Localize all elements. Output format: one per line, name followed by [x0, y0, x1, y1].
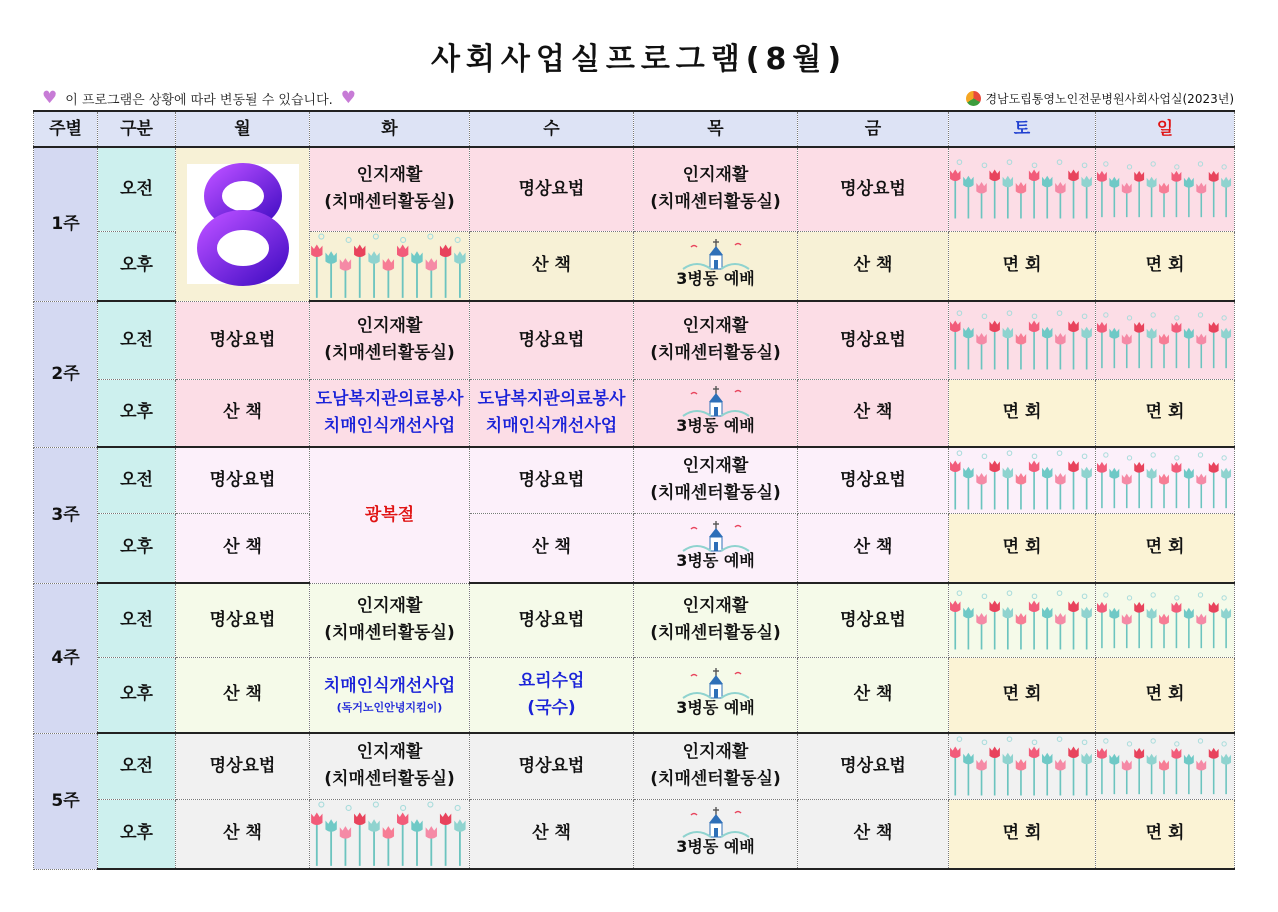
cognitive-place: (치매센터활동실): [324, 192, 455, 213]
tulip-flowers-icon: [1096, 147, 1235, 231]
cognitive-place: (치매센터활동실): [324, 343, 455, 364]
period-am: 오전: [98, 301, 176, 379]
walk-cell: 산 책: [798, 513, 949, 583]
worship-label: 3병동 예배: [676, 837, 755, 857]
tulip-flowers-icon: [1096, 301, 1235, 379]
walk-cell: 산 책: [470, 799, 634, 869]
cognitive-cell: [634, 301, 798, 379]
cognitive-title: 인지재활: [682, 456, 749, 477]
period-pm: 오후: [98, 513, 176, 583]
visit-cell: 면 회: [1096, 231, 1235, 301]
volunteer-cell: [470, 379, 634, 447]
cognitive-title: 인지재활: [356, 165, 423, 186]
tulip-flowers-icon: [949, 733, 1096, 799]
tulip-flowers-icon: [1096, 160, 1234, 219]
hospital-logo-icon: [966, 91, 981, 106]
cognitive-title: 인지재활: [356, 596, 423, 616]
cognitive-cell: [310, 147, 470, 231]
meditation-cell: 명상요법: [798, 301, 949, 379]
tulip-flowers-icon: [949, 449, 1095, 512]
tulip-flowers-icon: [1096, 451, 1234, 510]
week-label: 5주: [34, 733, 98, 869]
schedule-table: [33, 110, 1235, 870]
worship-cell: [634, 513, 798, 583]
organization: [966, 90, 1234, 107]
visit-cell: 면 회: [949, 799, 1096, 869]
meditation-cell: 명상요법: [798, 147, 949, 231]
tulip-flowers-icon: [949, 158, 1095, 221]
visit-cell: 면 회: [949, 657, 1096, 733]
visit-cell: 면 회: [1096, 379, 1235, 447]
cognitive-title: 인지재활: [682, 165, 749, 186]
tulip-flowers-icon: [310, 800, 469, 868]
visit-cell: 면 회: [1096, 513, 1235, 583]
tulip-flowers-icon: [1096, 733, 1235, 799]
meditation-cell: 명상요법: [176, 301, 310, 379]
cognitive-place: (치매센터활동실): [650, 769, 781, 790]
cooking-sub: (국수): [527, 697, 576, 718]
meditation-cell: 명상요법: [470, 447, 634, 513]
meditation-cell: 명상요법: [798, 583, 949, 657]
visit-cell: 면 회: [1096, 799, 1235, 869]
walk-cell: 산 책: [176, 657, 310, 733]
cognitive-cell: [634, 447, 798, 513]
cognitive-title: 인지재활: [682, 316, 749, 337]
header-mon: 월: [176, 111, 310, 147]
walk-cell: 산 책: [470, 231, 634, 301]
tulip-flowers-icon: [1096, 583, 1235, 657]
meditation-cell: 명상요법: [470, 733, 634, 799]
walk-cell: 산 책: [798, 799, 949, 869]
period-pm: 오후: [98, 379, 176, 447]
header-thu: 목: [634, 111, 798, 147]
worship-cell: [634, 799, 798, 869]
period-pm: 오후: [98, 799, 176, 869]
dementia-project-cell: [310, 657, 470, 733]
cognitive-title: 인지재활: [682, 742, 749, 763]
month-eight-cell: [176, 147, 310, 301]
week-label: 1주: [34, 147, 98, 301]
worship-cell: [634, 231, 798, 301]
tulip-flowers-icon: [949, 447, 1096, 513]
cognitive-place: (치매센터활동실): [650, 343, 781, 364]
volunteer-title: 도남복지관의료봉사: [477, 388, 626, 409]
meditation-cell: 명상요법: [798, 733, 949, 799]
organization-name: 경남도립통영노인전문병원사회사업실(2023년): [985, 92, 1234, 106]
meditation-cell: 명상요법: [176, 583, 310, 657]
page-title: 사회사업실프로그램(8월): [430, 42, 848, 77]
church-graphic: [634, 668, 797, 721]
period-pm: 오후: [98, 231, 176, 301]
tulip-flowers-icon: [310, 232, 469, 300]
header-sun: 일: [1096, 111, 1235, 147]
week-label: 3주: [34, 447, 98, 583]
tulip-flowers-icon: [310, 231, 470, 301]
tulip-flowers-icon: [949, 309, 1095, 372]
tulip-flowers-icon: [949, 301, 1096, 379]
meditation-cell: 명상요법: [176, 733, 310, 799]
tulip-flowers-icon: [1096, 311, 1234, 370]
notice-text: 이 프로그램은 상황에 따라 변동될 수 있습니다.: [65, 92, 333, 108]
meditation-cell: 명상요법: [470, 301, 634, 379]
walk-cell: 산 책: [470, 513, 634, 583]
header-wed: 수: [470, 111, 634, 147]
worship-cell: [634, 657, 798, 733]
church-graphic: [634, 239, 797, 292]
walk-cell: 산 책: [176, 799, 310, 869]
volunteer-sub: 치매인식개선사업: [485, 415, 618, 436]
table-row: [34, 733, 1235, 799]
cognitive-cell: [310, 583, 470, 657]
table-row: [34, 513, 1235, 583]
week-label: 4주: [34, 583, 98, 733]
period-am: 오전: [98, 447, 176, 513]
header-week: 주별: [34, 111, 98, 147]
cognitive-cell: [634, 583, 798, 657]
cognitive-place: (치매센터활동실): [324, 623, 455, 643]
cognitive-cell: [634, 147, 798, 231]
table-row: [34, 447, 1235, 513]
worship-label: 3병동 예배: [676, 416, 755, 436]
cognitive-title: 인지재활: [356, 742, 423, 763]
tulip-flowers-icon: [949, 147, 1096, 231]
cognitive-cell: [634, 733, 798, 799]
visit-cell: 면 회: [949, 231, 1096, 301]
volunteer-title: 도남복지관의료봉사: [315, 388, 464, 409]
tulip-flowers-icon: [949, 735, 1095, 798]
worship-label: 3병동 예배: [676, 698, 755, 718]
cognitive-title: 인지재활: [682, 596, 749, 617]
dementia-project-title: 치매인식개선사업: [323, 676, 456, 697]
church-graphic: [634, 807, 797, 860]
worship-cell: [634, 379, 798, 447]
cognitive-place: (치매센터활동실): [650, 483, 781, 504]
volunteer-cell: [310, 379, 470, 447]
walk-cell: 산 책: [798, 379, 949, 447]
cognitive-cell: [310, 733, 470, 799]
header-tue: 화: [310, 111, 470, 147]
church-graphic: [634, 521, 797, 574]
period-pm: 오후: [98, 657, 176, 733]
header-row: [34, 111, 1235, 147]
cognitive-title: 인지재활: [356, 316, 423, 337]
cognitive-cell: [310, 301, 470, 379]
walk-cell: 산 책: [176, 513, 310, 583]
tulip-flowers-icon: [949, 583, 1096, 657]
worship-label: 3병동 예배: [676, 269, 755, 289]
tulip-flowers-icon: [1096, 447, 1235, 513]
visit-cell: 면 회: [949, 379, 1096, 447]
cognitive-place: (치매센터활동실): [650, 623, 781, 644]
number-eight-icon: [185, 162, 301, 286]
period-am: 오전: [98, 583, 176, 657]
meditation-cell: 명상요법: [176, 447, 310, 513]
walk-cell: 산 책: [176, 379, 310, 447]
table-row: [34, 799, 1235, 869]
cognitive-place: (치매센터활동실): [324, 769, 455, 790]
week-label: 2주: [34, 301, 98, 447]
volunteer-sub: 치매인식개선사업: [323, 415, 456, 436]
period-am: 오전: [98, 147, 176, 231]
header-fri: 금: [798, 111, 949, 147]
cooking-title: 요리수업: [518, 670, 585, 691]
meditation-cell: 명상요법: [470, 147, 634, 231]
heart-icon: ♥: [340, 88, 357, 108]
table-row: [34, 657, 1235, 733]
notice: [42, 88, 356, 108]
church-graphic: [634, 386, 797, 439]
header-sat: 토: [949, 111, 1096, 147]
walk-cell: 산 책: [798, 657, 949, 733]
header-period: 구분: [98, 111, 176, 147]
table-row: [34, 583, 1235, 657]
table-row: [34, 379, 1235, 447]
tulip-flowers-icon: [1096, 591, 1234, 650]
cognitive-place: (치매센터활동실): [650, 192, 781, 213]
meditation-cell: 명상요법: [798, 447, 949, 513]
holiday-cell: 광복절: [310, 447, 470, 583]
walk-cell: 산 책: [798, 231, 949, 301]
heart-icon: ♥: [42, 88, 58, 108]
tulip-flowers-icon: [1096, 737, 1234, 796]
table-row: [34, 147, 1235, 231]
dementia-project-sub: (독거노인안녕지킴이): [336, 701, 443, 715]
worship-label: 3병동 예배: [676, 551, 755, 571]
tulip-flowers-icon: [949, 589, 1095, 652]
table-row: [34, 301, 1235, 379]
period-am: 오전: [98, 733, 176, 799]
tulip-flowers-icon: [310, 799, 470, 869]
meditation-cell: 명상요법: [470, 583, 634, 657]
visit-cell: 면 회: [1096, 657, 1235, 733]
cooking-cell: [470, 657, 634, 733]
visit-cell: 면 회: [949, 513, 1096, 583]
